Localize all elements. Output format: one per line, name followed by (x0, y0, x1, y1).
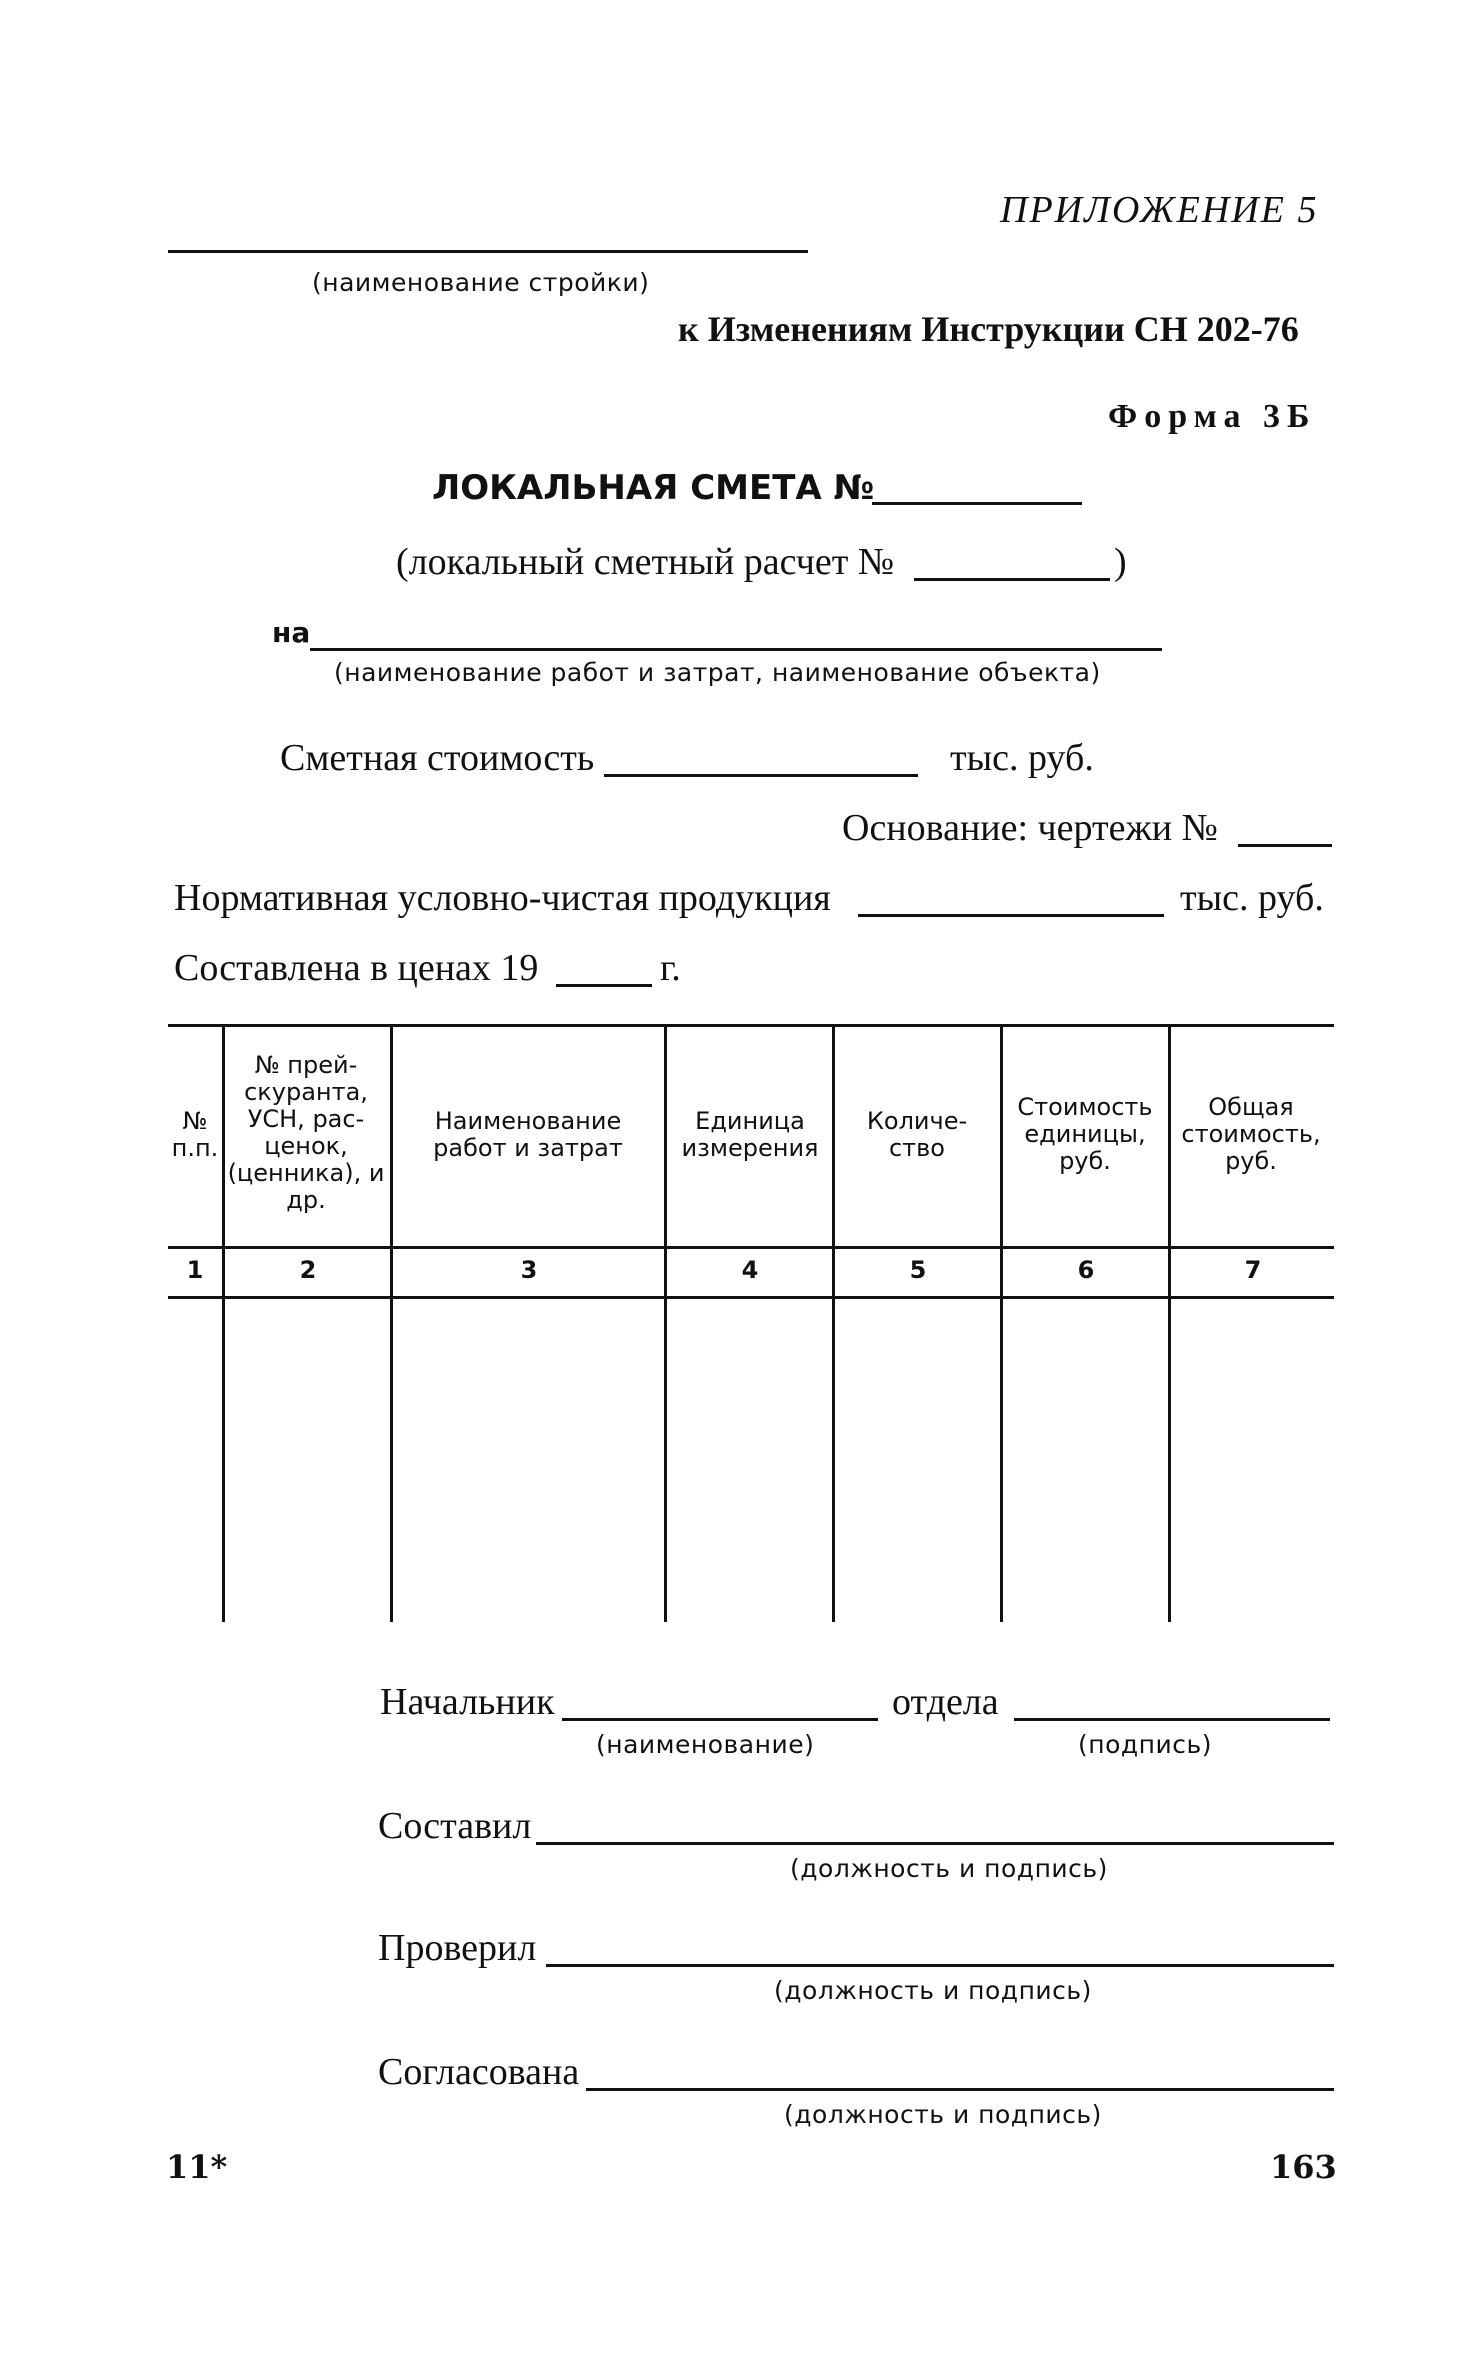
agreed-signature-line (586, 2088, 1334, 2091)
compiled-caption: (должность и подпись) (790, 1854, 1108, 1883)
column-divider (664, 1026, 667, 1622)
table-numbers-bottom-border (168, 1296, 1334, 1299)
basis-label: Основание: чертежи № (842, 807, 1218, 849)
prices-year-line (556, 984, 652, 987)
basis-value-line (1238, 844, 1332, 847)
object-name-line (310, 648, 1162, 651)
agreed-label: Согласована (378, 2051, 580, 2093)
header-works-name: Наименование работ и затрат (433, 1107, 623, 1162)
chief-label: Начальник (380, 1681, 555, 1723)
cost-unit: тыс. руб. (950, 737, 1094, 779)
header-price-list: № прей-скуранта, УСН, рас-ценок, (ценника), и др. (227, 1051, 385, 1214)
prices-suffix: г. (660, 947, 681, 989)
prices-label: Составлена в ценах 19 (174, 947, 539, 989)
table-top-border (168, 1024, 1334, 1027)
chief-caption-sign: (подпись) (1078, 1730, 1213, 1759)
column-divider (1000, 1026, 1003, 1622)
column-divider (832, 1026, 835, 1622)
checked-label: Проверил (378, 1927, 537, 1969)
calc-subtitle-open: (локальный сметный расчет № (396, 541, 895, 583)
estimate-number-line (872, 502, 1082, 505)
chief-department-label: отдела (892, 1681, 999, 1723)
construction-name-line (168, 250, 808, 253)
header-row-number: № п.п. (171, 1107, 219, 1162)
cost-label: Сметная стоимость (280, 737, 595, 779)
normative-unit: тыс. руб. (1180, 877, 1324, 919)
column-number: 3 (520, 1256, 538, 1284)
chief-department-line (562, 1718, 878, 1721)
table-header-bottom-border (168, 1246, 1334, 1249)
page-number: 163 (1270, 2148, 1337, 2186)
checked-signature-line (546, 1964, 1334, 1967)
signature-mark: 11* (166, 2148, 228, 2186)
column-number: 5 (909, 1256, 927, 1284)
column-number: 1 (186, 1256, 204, 1284)
column-divider (390, 1026, 393, 1622)
cost-value-line (604, 774, 918, 777)
header-total-cost: Общая стоимость, руб. (1181, 1093, 1321, 1175)
column-number: 4 (741, 1256, 759, 1284)
construction-caption: (наименование стройки) (312, 268, 650, 297)
agreed-caption: (должность и подпись) (784, 2100, 1102, 2129)
column-number: 2 (299, 1256, 317, 1284)
form-label: Форма 3Б (1108, 398, 1317, 435)
compiled-signature-line (536, 1842, 1334, 1845)
column-number: 6 (1077, 1256, 1095, 1284)
normative-label: Нормативная условно-чистая продукция (174, 877, 831, 919)
column-divider (1168, 1026, 1171, 1622)
appendix-label: ПРИЛОЖЕНИЕ 5 (1000, 189, 1319, 231)
chief-signature-line (1014, 1718, 1330, 1721)
checked-caption: (должность и подпись) (774, 1976, 1092, 2005)
header-unit: Единица измерения (681, 1107, 819, 1162)
object-prefix: на (272, 616, 311, 649)
chief-caption-name: (наименование) (596, 1730, 815, 1759)
header-unit-cost: Стоимость единицы, руб. (1017, 1093, 1153, 1175)
normative-value-line (858, 914, 1164, 917)
document-title: ЛОКАЛЬНАЯ СМЕТА № (432, 468, 875, 508)
compiled-label: Составил (378, 1805, 532, 1847)
header-quantity: Количе-ство (866, 1107, 968, 1162)
calc-subtitle-close: ) (1114, 541, 1127, 583)
calc-number-line (914, 578, 1110, 581)
changes-reference: к Изменениям Инструкции СН 202-76 (678, 309, 1299, 349)
column-number: 7 (1244, 1256, 1262, 1284)
object-caption: (наименование работ и затрат, наименование объекта) (334, 658, 1101, 687)
column-divider (222, 1026, 225, 1622)
